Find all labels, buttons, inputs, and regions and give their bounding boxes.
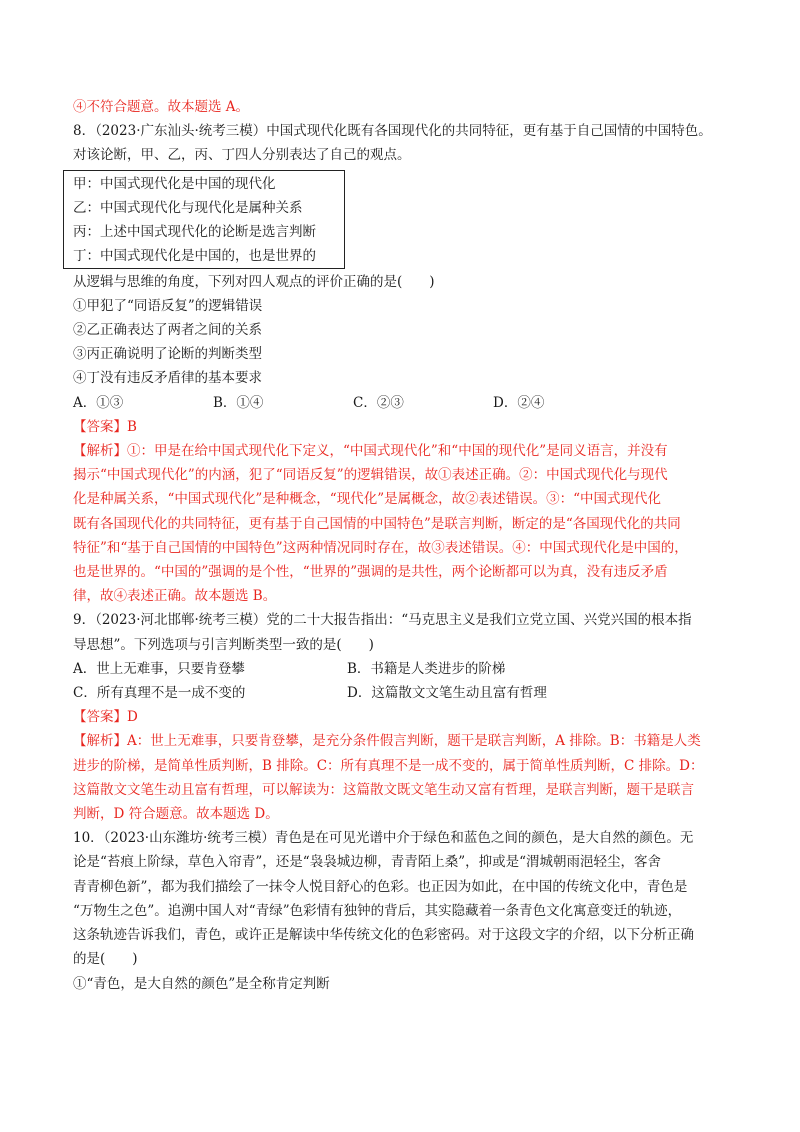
q9-option-c: C．所有真理不是一成不变的 <box>73 685 246 702</box>
q9-analysis <box>73 729 733 826</box>
q8-options <box>73 391 733 415</box>
q8-analysis-line: 【解析】①：甲是在给中国式现代化下定义，“中国式现代化”和“中国的现代化”是同义语言，并没有 <box>73 443 668 460</box>
viewpoint-yi: 乙：中国式现代化与现代化是属种关系 <box>73 199 303 216</box>
question-9 <box>73 608 733 826</box>
document-page <box>73 95 733 996</box>
q8-option-a: A．①③ <box>73 394 124 411</box>
q8-option-c: C．②③ <box>353 394 404 411</box>
q8-analysis <box>73 439 733 608</box>
q8-analysis-line: 既有各国现代化的共同特征，更有基于自己国情的中国特色”是联言判断，断定的是“各国现代化的共同 <box>73 515 681 532</box>
q10-stem-line: 的是( ) <box>73 951 138 968</box>
q9-stem-line-1: 9．（2023·河北邯郸·统考三模）党的二十大报告指出：“马克思主义是我们立党立国、兴党兴国的根本指 <box>73 612 692 629</box>
q8-analysis-line: 律，故④表述正确。故本题选 B。 <box>73 588 277 605</box>
q8-item-1: ①甲犯了“同语反复”的逻辑错误 <box>73 297 263 314</box>
question-8 <box>73 119 733 608</box>
q9-analysis-line: 判断，D 符合题意。故本题选 D。 <box>73 806 279 823</box>
q9-analysis-line: 这篇散文文笔生动且富有哲理，可以解读为：这篇散文既文笔生动又富有哲理，是联言判断，题干是联言 <box>73 781 694 798</box>
q10-stem-line: “万物生之色”。追溯中国人对“青绿”色彩情有独钟的背后，其实隐藏着一条青色文化寓意变迁的轨迹， <box>73 902 682 919</box>
q9-stem-line-2: 导思想”。下列选项与引言判断类型一致的是( ) <box>73 636 374 653</box>
q8-analysis-line: 揭示“中国式现代化”的内涵，犯了“同语反复”的逻辑错误，故①表述正确。②：中国式现代化与现代 <box>73 467 668 484</box>
q8-answer: 【答案】B <box>73 418 137 435</box>
q8-item-2: ②乙正确表达了两者之间的关系 <box>73 322 262 339</box>
q8-stem-line-2: 对该论断，甲、乙，丙、丁四人分别表达了自己的观点。 <box>73 147 411 164</box>
viewpoint-jia: 甲：中国式现代化是中国的现代化 <box>73 175 276 192</box>
q10-stem-line: 青青柳色新”，都为我们描绘了一抹令人悦目舒心的色彩。也正因为如此，在中国的传统文化中，青色是 <box>73 878 688 895</box>
q9-analysis-line: 进步的阶梯，是简单性质判断，B 排除。C：所有真理不是一成不变的，属于简单性质判断，C 排除。D： <box>73 757 704 774</box>
q10-stem-line: 这条轨迹告诉我们，青色，或许正是解读中华传统文化的色彩密码。对于这段文字的介绍，以下分析正确 <box>73 927 694 944</box>
q9-option-a: A．世上无难事，只要肯登攀 <box>73 660 245 677</box>
q8-analysis-line: 化是种属关系，“中国式现代化”是种概念，“现代化”是属概念，故②表述错误。③：“中国式现代化 <box>73 491 662 508</box>
q8-option-b: B．①④ <box>213 394 264 411</box>
q10-stem-line: 10．（2023·山东潍坊·统考三模）青色是在可见光谱中介于绿色和蓝色之间的颜色，是大自然的颜色。无 <box>73 830 694 847</box>
q8-item-3: ③丙正确说明了论断的判断类型 <box>73 346 262 363</box>
q9-answer: 【答案】D <box>73 709 138 726</box>
q8-question: 从逻辑与思维的角度，下列对四人观点的评价正确的是( ) <box>73 273 435 290</box>
q8-viewpoint-box <box>63 170 345 269</box>
q9-options-row-1 <box>73 657 733 681</box>
q8-stem-line-1: 8．（2023·广东汕头·统考三模）中国式现代化既有各国现代化的共同特征，更有基于自己国情的中国特色。 <box>73 123 712 140</box>
q8-analysis-line: 特征”和“基于自己国情的中国特色”这两种情况同时存在，故③表述错误。④：中国式现代化是中国的， <box>73 539 688 556</box>
q9-analysis-line: 【解析】A：世上无难事，只要肯登攀，是充分条件假言判断，题干是联言判断，A 排除。B：书籍是人类 <box>73 733 701 750</box>
q7-answer-tail: ④不符合题意。故本题选 A。 <box>73 99 250 115</box>
q8-analysis-line: 也是世界的。“中国的”强调的是个性，“世界的”强调的是共性，两个论断都可以为真，没有违反矛盾 <box>73 564 668 581</box>
viewpoint-ding: 丁：中国式现代化是中国的，也是世界的 <box>73 247 316 264</box>
q8-option-d: D．②④ <box>493 394 545 411</box>
q9-option-b: B．书籍是人类进步的阶梯 <box>347 660 506 677</box>
q10-item-1: ①“青色，是大自然的颜色”是全称肯定判断 <box>73 975 330 992</box>
question-10 <box>73 826 733 995</box>
q10-stem-line: 论是“苔痕上阶绿，草色入帘青”，还是“袅袅城边柳，青青陌上桑”，抑或是“渭城朝雨浥轻尘，客舍 <box>73 854 662 871</box>
q9-option-d: D．这篇散文文笔生动且富有哲理 <box>347 685 547 702</box>
q9-options-row-2 <box>73 681 733 705</box>
viewpoint-bing: 丙：上述中国式现代化的论断是选言判断 <box>73 223 316 240</box>
q8-item-4: ④丁没有违反矛盾律的基本要求 <box>73 370 262 387</box>
